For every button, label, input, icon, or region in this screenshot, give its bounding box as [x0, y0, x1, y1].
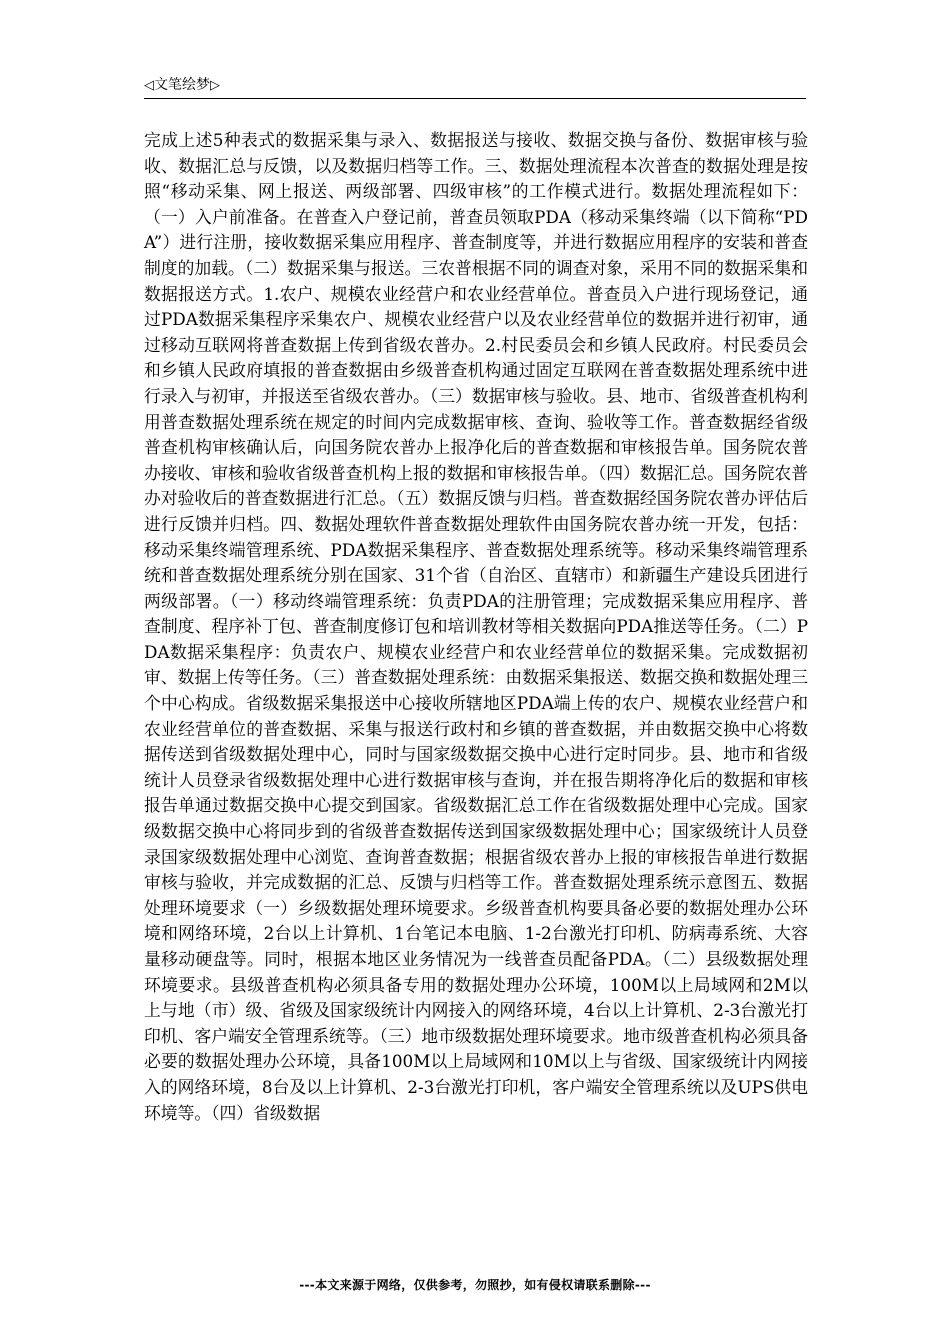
page-header — [144, 76, 806, 99]
right-triangle-icon: ▷ — [210, 78, 220, 93]
left-triangle-icon: ◁ — [144, 78, 154, 93]
footer-notice: ---本文来源于网络，仅供参考，勿照抄，如有侵权请联系删除--- — [299, 1278, 651, 1292]
header-logo — [144, 76, 220, 95]
header-logo-text: 文笔绘梦 — [154, 77, 210, 93]
body-paragraph: 完成上述5种表式的数据采集与录入、数据报送与接收、数据交换与备份、数据审核与验收、数据汇总与反馈，以及数据归档等工作。三、数据处理流程本次普查的数据处理是按照“移动采集、网上报送、两级部署、四级审核”的工作模式进行。数据处理流程如下：（一）入户前准备。在普查入户登记前，普查员领取PDA（移动采集终端（以下简称“PDA”）进行注册，接收数据采集应用程序、普查制度等，并进行数据应用程序的安装和普查制度的加载。（二）数据采集与报送。三农普根据不同的调查对象，采用不同的数据采集和数据报送方式。1.农户、规模农业经营户和农业经营单位。普查员入户进行现场登记，通过PDA数据采集程序采集农户、规模农业经营户以及农业经营单位的数据并进行初审，通过移动互联网将普查数据上传到省级农普办。2.村民委员会和乡镇人民政府。村民委员会和乡镇人民政府填报的普查数据由乡级普查机构通过固定互联网在普查数据处理系统中进行录入与初审，并报送至省级农普办。（三）数据审核与验收。县、地市、省级普查机构利用普查数据处理系统在规定的时间内完成数据审核、查询、验收等工作。普查数据经省级普查机构审核确认后，向国务院农普办上报净化后的普查数据和审核报告单。国务院农普办接收、审核和验收省级普查机构上报的数据和审核报告单。（四）数据汇总。国务院农普办对验收后的普查数据进行汇总。（五）数据反馈与归档。普查数据经国务院农普办评估后进行反馈并归档。四、数据处理软件普查数据处理软件由国务院农普办统一开发，包括：移动采集终端管理系统、PDA数据采集程序、普查数据处理系统等。移动采集终端管理系统和普查数据处理系统分别在国家、31个省（自治区、直辖市）和新疆生产建设兵团进行两级部署。（一）移动终端管理系统：负责PDA的注册管理；完成数据采集应用程序、普查制度、程序补丁包、普查制度修订包和培训教材等相关数据向PDA推送等任务。（二）PDA数据采集程序：负责农户、规模农业经营户和农业经营单位的数据采集。完成数据初审、数据上传等任务。（三）普查数据处理系统：由数据采集报送、数据交换和数据处理三个中心构成。省级数据采集报送中心接收所辖地区PDA端上传的农户、规模农业经营户和农业经营单位的普查数据、采集与报送行政村和乡镇的普查数据，并由数据交换中心将数据传送到省级数据处理中心，同时与国家级数据交换中心进行定时同步。县、地市和省级统计人员登录省级数据处理中心进行数据审核与查询，并在报告期将净化后的数据和审核报告单通过数据交换中心提交到国家。省级数据汇总工作在省级数据处理中心完成。国家级数据交换中心将同步到的省级普查数据传送到国家级数据处理中心；国家级统计人员登录国家级数据处理中心浏览、查询普查数据；根据省级农普办上报的审核报告单进行数据审核与验收，并完成数据的汇总、反馈与归档等工作。普查数据处理系统示意图五、数据处理环境要求（一）乡级数据处理环境要求。乡级普查机构要具备必要的数据处理办公环境和网络环境，2台以上计算机、1台笔记本电脑、1-2台激光打印机、防病毒系统、大容量移动硬盘等。同时，根据本地区业务情况为一线普查员配备PDA。（二）县级数据处理环境要求。县级普查机构必须具备专用的数据处理办公环境，100M以上局域网和2M以上与地（市）级、省级及国家级统计内网接入的网络环境，4台以上计算机、2-3台激光打印机、客户端安全管理系统等。（三）地市级数据处理环境要求。地市级普查机构必须具备必要的数据处理办公环境，具备100M以上局域网和10M以上与省级、国家级统计内网接入的网络环境，8台及以上计算机、2-3台激光打印机，客户端安全管理系统以及UPS供电环境等。（四）省级数据 — [144, 130, 808, 1123]
